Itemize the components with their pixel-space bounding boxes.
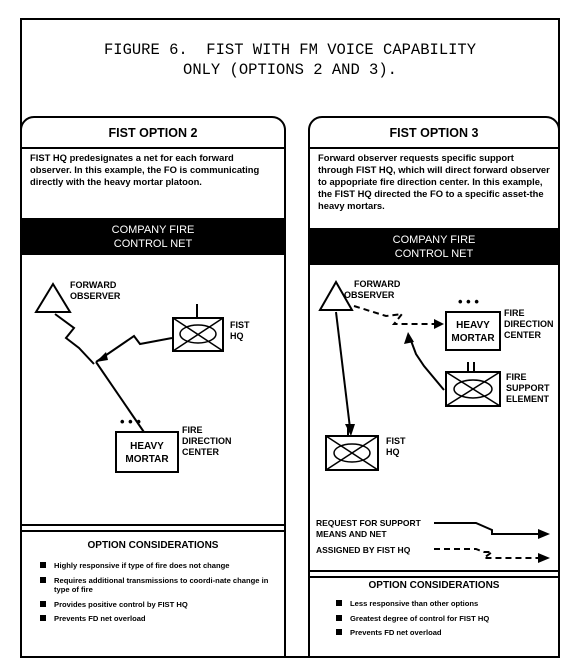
list-item: Prevents FD net overload bbox=[40, 614, 278, 624]
figure-title-line2: ONLY (OPTIONS 2 AND 3). bbox=[183, 61, 397, 79]
arrowhead-to-mortar bbox=[434, 319, 444, 329]
mortar-label-line1: HEAVY bbox=[130, 441, 164, 452]
legend-symbols bbox=[316, 518, 556, 566]
figure-title-line1: FIGURE 6. FIST WITH FM VOICE CAPABILITY bbox=[103, 41, 477, 59]
fist-hq-label-line2: HQ bbox=[386, 447, 400, 457]
option3-considerations-title: OPTION CONSIDERATIONS bbox=[368, 580, 500, 591]
list-item: Requires additional transmissions to coordi-nate change in type of fire bbox=[40, 576, 278, 595]
fo-label-line2: OBSERVER bbox=[70, 291, 121, 301]
option3-title: FIST OPTION 3 bbox=[389, 126, 479, 140]
fist-hq-label-line2: HQ bbox=[230, 331, 244, 341]
fse-to-mortar-lightning bbox=[410, 338, 444, 390]
option2-net-line1: COMPANY FIRE bbox=[111, 224, 195, 236]
assigned-net-dashed-line bbox=[354, 306, 438, 324]
option2-title: FIST OPTION 2 bbox=[108, 126, 198, 140]
option3-panel bbox=[308, 116, 560, 658]
fse-label-line1: FIRE bbox=[506, 372, 527, 382]
option2-divider-b bbox=[22, 530, 284, 532]
fo-lightning-connector bbox=[55, 314, 94, 364]
figure-title bbox=[20, 40, 560, 80]
fdc-label-line1: FIRE bbox=[182, 425, 203, 435]
option3-description: Forward observer requests specific support through FIST HQ, which will direct forward observer to appopriate fire direction center. In this example, the FIST HQ directed the FO to a specific asset-the heavy mortars. bbox=[318, 152, 550, 211]
legend bbox=[316, 518, 556, 566]
option2-net-bar bbox=[22, 218, 284, 255]
fdc-label-line3: CENTER bbox=[504, 330, 542, 340]
option3-net-bar bbox=[310, 228, 558, 265]
legend-request-line1: REQUEST FOR SUPPORT bbox=[316, 518, 421, 528]
legend-solid-arrowhead bbox=[538, 529, 550, 539]
heavy-mortar-icon bbox=[116, 432, 178, 472]
legend-assigned: ASSIGNED BY FIST HQ bbox=[316, 545, 411, 555]
arrowhead-to-fist bbox=[345, 424, 355, 436]
option3-net-line2: CONTROL NET bbox=[394, 248, 474, 260]
option2-diagram bbox=[22, 268, 284, 518]
option2-considerations-list bbox=[40, 561, 278, 629]
mortar-label-line1: HEAVY bbox=[456, 320, 490, 331]
fo-label-line2: OBSERVER bbox=[344, 290, 395, 300]
option2-title-divider bbox=[22, 147, 284, 149]
fo-label-line1: FORWARD bbox=[354, 279, 401, 289]
mortar-dots: • • • bbox=[120, 414, 141, 429]
option3-diagram bbox=[310, 268, 558, 508]
option2-panel bbox=[20, 116, 286, 658]
list-item: Provides positive control by FIST HQ bbox=[40, 600, 278, 610]
legend-dashed-line bbox=[434, 549, 540, 558]
fdc-label-line2: DIRECTION bbox=[504, 319, 554, 329]
list-item: Greatest degree of control for FIST HQ bbox=[336, 614, 552, 624]
fo-label-line1: FORWARD bbox=[70, 280, 117, 290]
option2-divider-a bbox=[22, 524, 284, 526]
fse-label-line2: SUPPORT bbox=[506, 383, 550, 393]
mortar-label-line2: MORTAR bbox=[125, 454, 169, 465]
option3-net-line1: COMPANY FIRE bbox=[392, 234, 476, 246]
fo-to-fist-arrow bbox=[336, 312, 350, 428]
option3-title-divider bbox=[310, 147, 558, 149]
option2-considerations-title: OPTION CONSIDERATIONS bbox=[87, 540, 219, 551]
arrowhead-fse-mortar bbox=[404, 332, 414, 344]
fdc-label-line1: FIRE bbox=[504, 308, 525, 318]
list-item: Less responsive than other options bbox=[336, 599, 552, 609]
option3-divider-a bbox=[310, 570, 558, 572]
legend-solid-line bbox=[434, 523, 540, 534]
list-item: Prevents FD net overload bbox=[336, 628, 552, 638]
option2-net-line2: CONTROL NET bbox=[113, 238, 193, 250]
fdc-label-line2: DIRECTION bbox=[182, 436, 232, 446]
fse-label-line3: ELEMENT bbox=[506, 394, 550, 404]
mortar-dots: • • • bbox=[458, 294, 479, 309]
arrowhead-to-fo bbox=[96, 352, 108, 362]
option3-divider-b bbox=[310, 576, 558, 578]
legend-dashed-arrowhead bbox=[538, 553, 550, 563]
legend-request-line2: MEANS AND NET bbox=[316, 529, 387, 539]
heavy-mortar-icon bbox=[446, 312, 500, 350]
option3-considerations-list bbox=[336, 599, 552, 643]
fist-hq-label-line1: FIST bbox=[230, 320, 250, 330]
forward-observer-icon bbox=[36, 284, 70, 312]
mortar-label-line2: MORTAR bbox=[451, 333, 495, 344]
fdc-label-line3: CENTER bbox=[182, 447, 220, 457]
list-item: Highly responsive if type of fire does not change bbox=[40, 561, 278, 571]
fist-hq-label-line1: FIST bbox=[386, 436, 406, 446]
option2-description: FIST HQ predesignates a net for each forward observer. In this example, the FO is communicating directly with the heavy mortar platoon. bbox=[30, 152, 260, 187]
